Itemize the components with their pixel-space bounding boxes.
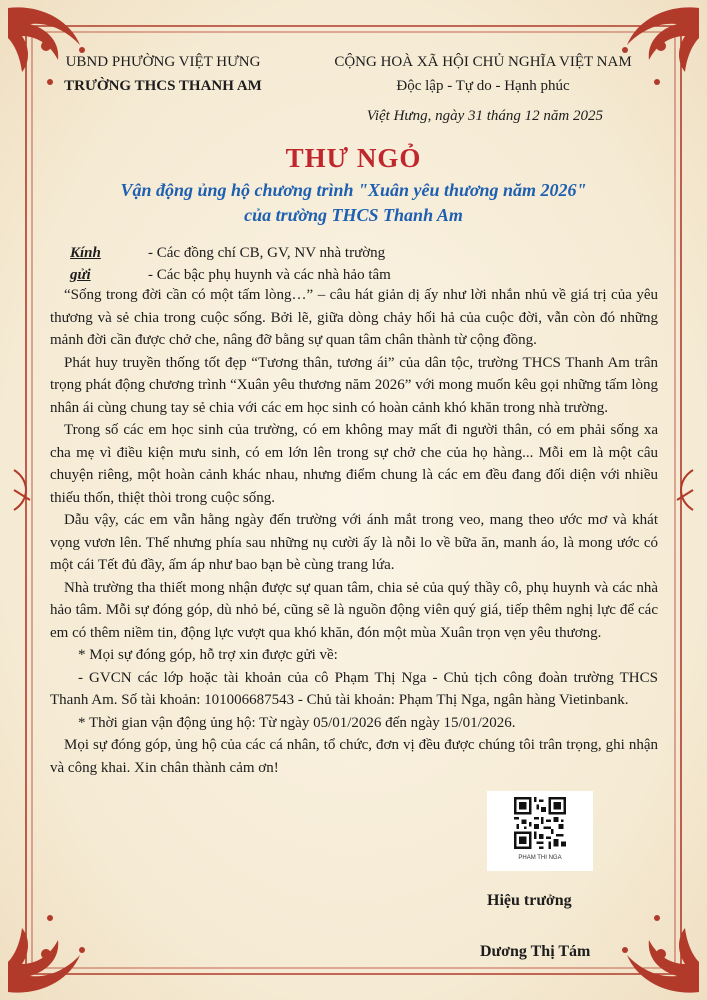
paragraph: Trong số các em học sinh của trường, có em không may mất đi người thân, có em phải sống xa cha mẹ vì điều kiện mưu sinh, có em lớn lên trong sự chở che của họ hàng... Mỗi em là một câu chuyện riêng, một hoàn cảnh khác nhau, nhưng điểm chung là các em đều đang đối diện với nhiều thiếu thốn, thiệt thòi trong cuộc sống. — [50, 422, 658, 506]
paragraph: Nhà trường tha thiết mong nhận được sự quan tâm, chia sẻ của quý thầy cô, phụ huynh và các nhà hảo tâm. Mỗi sự đóng góp, dù nhỏ bé, cũng sẽ là nguồn động viên quý giá, tiếp thêm nghị lực để các em có thêm niềm tin, động lực vượt qua khó khăn, đón một mùa Xuân trọn vẹn yêu thương. — [50, 579, 658, 641]
recipients-label: Kính gửi — [70, 245, 101, 283]
paragraph: * Thời gian vận động ủng hộ: Từ ngày 05/01/2026 đến ngày 15/01/2026. — [78, 714, 516, 731]
qr-caption: PHAM THI NGA — [518, 855, 562, 861]
subtitle-line-2: của trường THCS Thanh Am — [244, 205, 463, 225]
issuing-organization — [48, 50, 278, 98]
qr-code-card — [487, 791, 593, 871]
paragraph: Phát huy truyền thống tốt đẹp “Tương thân, tương ái” của dân tộc, trường THCS Thanh Am trân trọng phát động chương trình “Xuân yêu thương năm 2026” với mong muốn kêu gọi những tấm lòng nhân ái cùng chung tay sẻ chia với các em học sinh có hoàn cảnh khó khăn trong nhà trường. — [50, 354, 658, 416]
org-line-1: UBND PHƯỜNG VIỆT HƯNG — [65, 54, 261, 70]
signer-name: Dương Thị Tám — [480, 943, 591, 960]
nation-line-1: CỘNG HOÀ XÃ HỘI CHỦ NGHĨA VIỆT NAM — [334, 54, 632, 70]
national-motto — [318, 50, 648, 98]
letter-subtitle — [60, 178, 647, 228]
paragraph: * Mọi sự đóng góp, hỗ trợ xin được gửi về: — [78, 647, 338, 663]
paragraph: Dẫu vậy, các em vẫn hằng ngày đến trường với ánh mắt trong veo, mang theo ước mơ và khát vọng vươn lên. Thế nhưng phía sau những nụ cười ấy là nỗi lo về bữa ăn, manh áo, là mong ước có một cái Tết đủ đầy, ấm áp như bao bạn bè cùng trang lứa. — [50, 512, 658, 573]
document-date: Việt Hưng, ngày 31 tháng 12 năm 2025 — [366, 108, 603, 124]
paragraph: - GVCN các lớp hoặc tài khoản của cô Phạm Thị Nga - Chủ tịch công đoàn trường THCS Thanh Am. Số tài khoản: 101006687543 - Chủ tài khoản: Phạm Thị Nga, ngân hàng Vietinbank. — [50, 669, 658, 708]
recipient-line-1: - Các đồng chí CB, GV, NV nhà trường — [148, 245, 386, 261]
subtitle-line-1: Vận động ủng hộ chương trình "Xuân yêu thương năm 2026" — [120, 180, 587, 200]
letter-title: THƯ NGỎ — [285, 143, 422, 173]
nation-line-2: Độc lập - Tự do - Hạnh phúc — [396, 78, 570, 94]
org-line-2: TRƯỜNG THCS THANH AM — [64, 78, 262, 94]
paragraph: “Sống trong đời cần có một tấm lòng…” – câu hát giản dị ấy như lời nhắn nhủ về giá trị của yêu thương và sẻ chia trong cuộc sống. Bởi lẽ, giữa dòng chảy hối hả của cuộc đời, vẫn còn đó những mảnh đời cần được chở che, nâng đỡ bằng sự quan tâm chân thành từ cộng đồng. — [50, 287, 658, 348]
signer-title: Hiệu trưởng — [487, 892, 572, 909]
recipient-line-2: - Các bậc phụ huynh và các nhà hảo tâm — [148, 267, 391, 283]
qr-code-icon — [514, 797, 566, 849]
letter-body — [50, 284, 658, 779]
paragraph: Mọi sự đóng góp, ủng hộ của các cá nhân, tổ chức, đơn vị đều được chúng tôi trân trọng, ghi nhận và công khai. Xin chân thành cảm ơn! — [50, 737, 658, 776]
